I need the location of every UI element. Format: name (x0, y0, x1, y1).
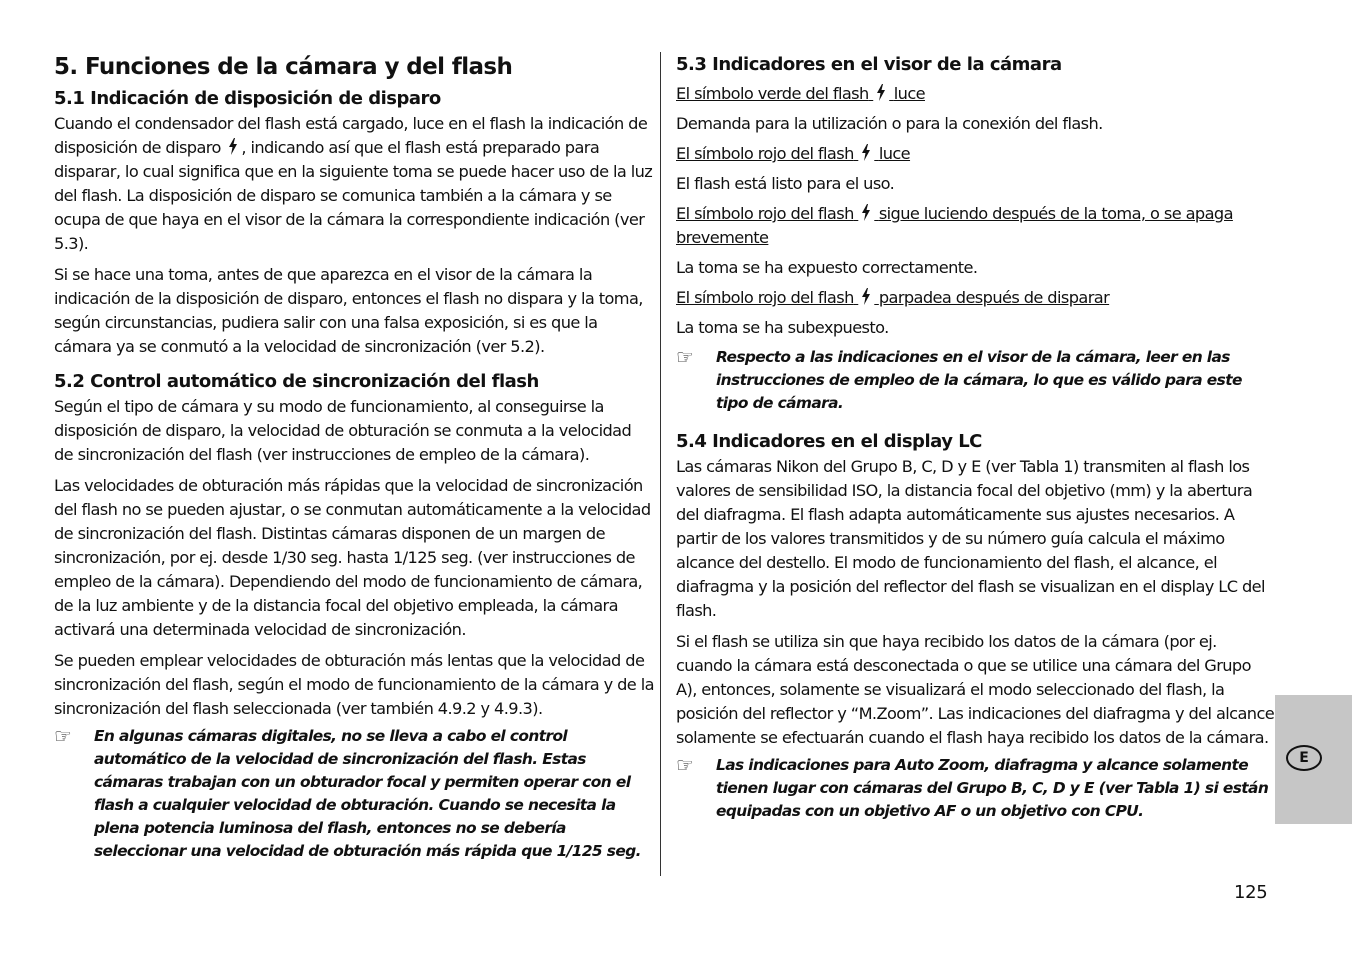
indicator-description: La toma se ha expuesto correctamente. (676, 258, 978, 277)
section-5-1-paragraph-1 (54, 112, 654, 256)
language-badge: E (1286, 745, 1322, 771)
page-number: 125 (1234, 882, 1268, 903)
section-5-2-paragraph-2: Las velocidades de obturación más rápidas que la velocidad de sincronización del flash no se pueden ajustar, o se conmutan automáticamente a la velocidad de sincronización del flash. Distintas cámaras disponen de un margen de sincronización, por ej. desde 1/30 seg. hasta 1/125 seg. (ver instrucciones de empleo de la cámara). Dependiendo del modo de funcionamiento de cámara, de la luz ambiente y de la distancia focal del objetivo empleada, la cámara activará una determinada velocidad de sincronización. (54, 476, 651, 639)
section-5-4-paragraph-2: Si el flash se utiliza sin que haya recibido los datos de la cámara (por ej. cuando la cámara está desconectada o que se utilice una cámara del Grupo A), entonces, solamente se visualizará el modo seleccionado del flash, la posición del reflector y “M.Zoom”. Las indicaciones del diafragma y del alcance solamente se efectuarán cuando el flash haya recibido los datos de la cámara. (676, 632, 1275, 747)
pointing-hand-icon: ☞ (54, 724, 72, 748)
pointing-hand-icon: ☞ (676, 753, 694, 777)
section-5-3-heading: 5.3 Indicadores en el visor de la cámara (676, 54, 1062, 75)
language-tab (1275, 695, 1352, 824)
indicator-title-post: sigue luciendo después de la toma, o se apaga brevemente (676, 204, 1233, 247)
page-title: 5. Funciones de la cámara y del flash (54, 54, 513, 80)
section-5-2-note (54, 725, 654, 863)
indicator-item (676, 286, 1276, 340)
flash-lightning-icon (860, 144, 872, 161)
section-5-4-paragraph-1: Las cámaras Nikon del Grupo B, C, D y E (ver Tabla 1) transmiten al flash los valores de sensibilidad ISO, la distancia focal del objetivo (mm) y la abertura del diafragma. El flash adapta automáticamente sus ajustes necesarios. A partir de los valores transmitidos y de su número guía calcula el máximo alcance del destello. El modo de funcionamiento del flash, el alcance, el diafragma y la posición del reflector del flash se visualizan en el display LC del flash. (676, 457, 1265, 620)
indicator-title-pre: El símbolo rojo del flash (676, 144, 854, 163)
section-5-2-heading: 5.2 Control automático de sincronización del flash (54, 371, 539, 392)
column-divider (660, 52, 661, 876)
indicator-item (676, 82, 1276, 136)
indicator-title (676, 202, 1276, 250)
indicator-item (676, 142, 1276, 196)
indicator-description: La toma se ha subexpuesto. (676, 318, 889, 337)
flash-lightning-icon (860, 204, 872, 221)
section-5-1-paragraph-2: Si se hace una toma, antes de que aparezca en el visor de la cámara la indicación de la disposición de disparo, entonces el flash no dispara y la toma, según circunstancias, pudiera salir con una falsa exposición, si es que la cámara ya se conmutó a la velocidad de sincronización (ver 5.2). (54, 265, 643, 356)
indicator-title-pre: El símbolo verde del flash (676, 84, 869, 103)
section-5-1-heading: 5.1 Indicación de disposición de disparo (54, 88, 441, 109)
section-5-1-p1-part-b: , indicando así que el flash está preparado para disparar, lo cual significa que en la siguiente toma se puede hacer uso de la luz del flash. La disposición de disparo se comunica también a la cámara y se ocupa de que haya en el visor de la cámara la correspondiente indicación (ver 5.3). (54, 138, 653, 253)
indicator-title (676, 142, 1276, 166)
indicator-title-post: luce (893, 84, 925, 103)
indicator-title-pre: El símbolo rojo del flash (676, 288, 854, 307)
flash-lightning-icon (875, 84, 887, 101)
indicator-title-post: parpadea después de disparar (878, 288, 1110, 307)
section-5-3-note (676, 346, 1276, 415)
indicator-item (676, 202, 1276, 280)
pointing-hand-icon: ☞ (676, 345, 694, 369)
indicator-title (676, 82, 1276, 106)
indicator-description: Demanda para la utilización o para la conexión del flash. (676, 114, 1103, 133)
section-5-2-note-text: En algunas cámaras digitales, no se lleva a cabo el control automático de la velocidad de sincronización del flash. Estas cámaras trabajan con un obturador focal y permiten operar con el flash a cualquier velocidad de obturación. Cuando se necesita la plena potencia luminosa del flash, entonces no se debería seleccionar una velocidad de obturación más rápida que 1/125 seg. (94, 727, 641, 860)
indicator-description: El flash está listo para el uso. (676, 174, 895, 193)
right-column (676, 48, 1276, 823)
section-5-1-p1-part-a: Cuando el condensador del flash está cargado, luce en el flash la indicación de disposición de disparo (54, 114, 648, 157)
section-5-4-note (676, 754, 1276, 823)
indicator-title-post: luce (878, 144, 911, 163)
section-5-4-note-text: Las indicaciones para Auto Zoom, diafragma y alcance solamente tienen lugar con cámaras del Grupo B, C, D y E (ver Tabla 1) si están equipadas con un objetivo AF o un objetivo con CPU. (716, 756, 1269, 820)
flash-lightning-icon (860, 288, 872, 305)
section-5-3-note-text: Respecto a las indicaciones en el visor de la cámara, leer en las instrucciones de empleo de la cámara, lo que es válido para este tipo de cámara. (716, 348, 1242, 412)
section-5-4-heading: 5.4 Indicadores en el display LC (676, 431, 982, 452)
indicator-title (676, 286, 1276, 310)
indicator-title-pre: El símbolo rojo del flash (676, 204, 854, 223)
section-5-2-paragraph-1: Según el tipo de cámara y su modo de funcionamiento, al conseguirse la disposición de disparo, la velocidad de obturación se conmuta a la velocidad de sincronización del flash (ver instrucciones de empleo de la cámara). (54, 397, 632, 464)
flash-lightning-icon (227, 138, 239, 155)
section-5-2-paragraph-3: Se pueden emplear velocidades de obturación más lentas que la velocidad de sincronización del flash, según el modo de funcionamiento de la cámara y de la sincronización del flash seleccionada (ver también 4.9.2 y 4.9.3). (54, 651, 654, 718)
left-column (54, 48, 654, 863)
